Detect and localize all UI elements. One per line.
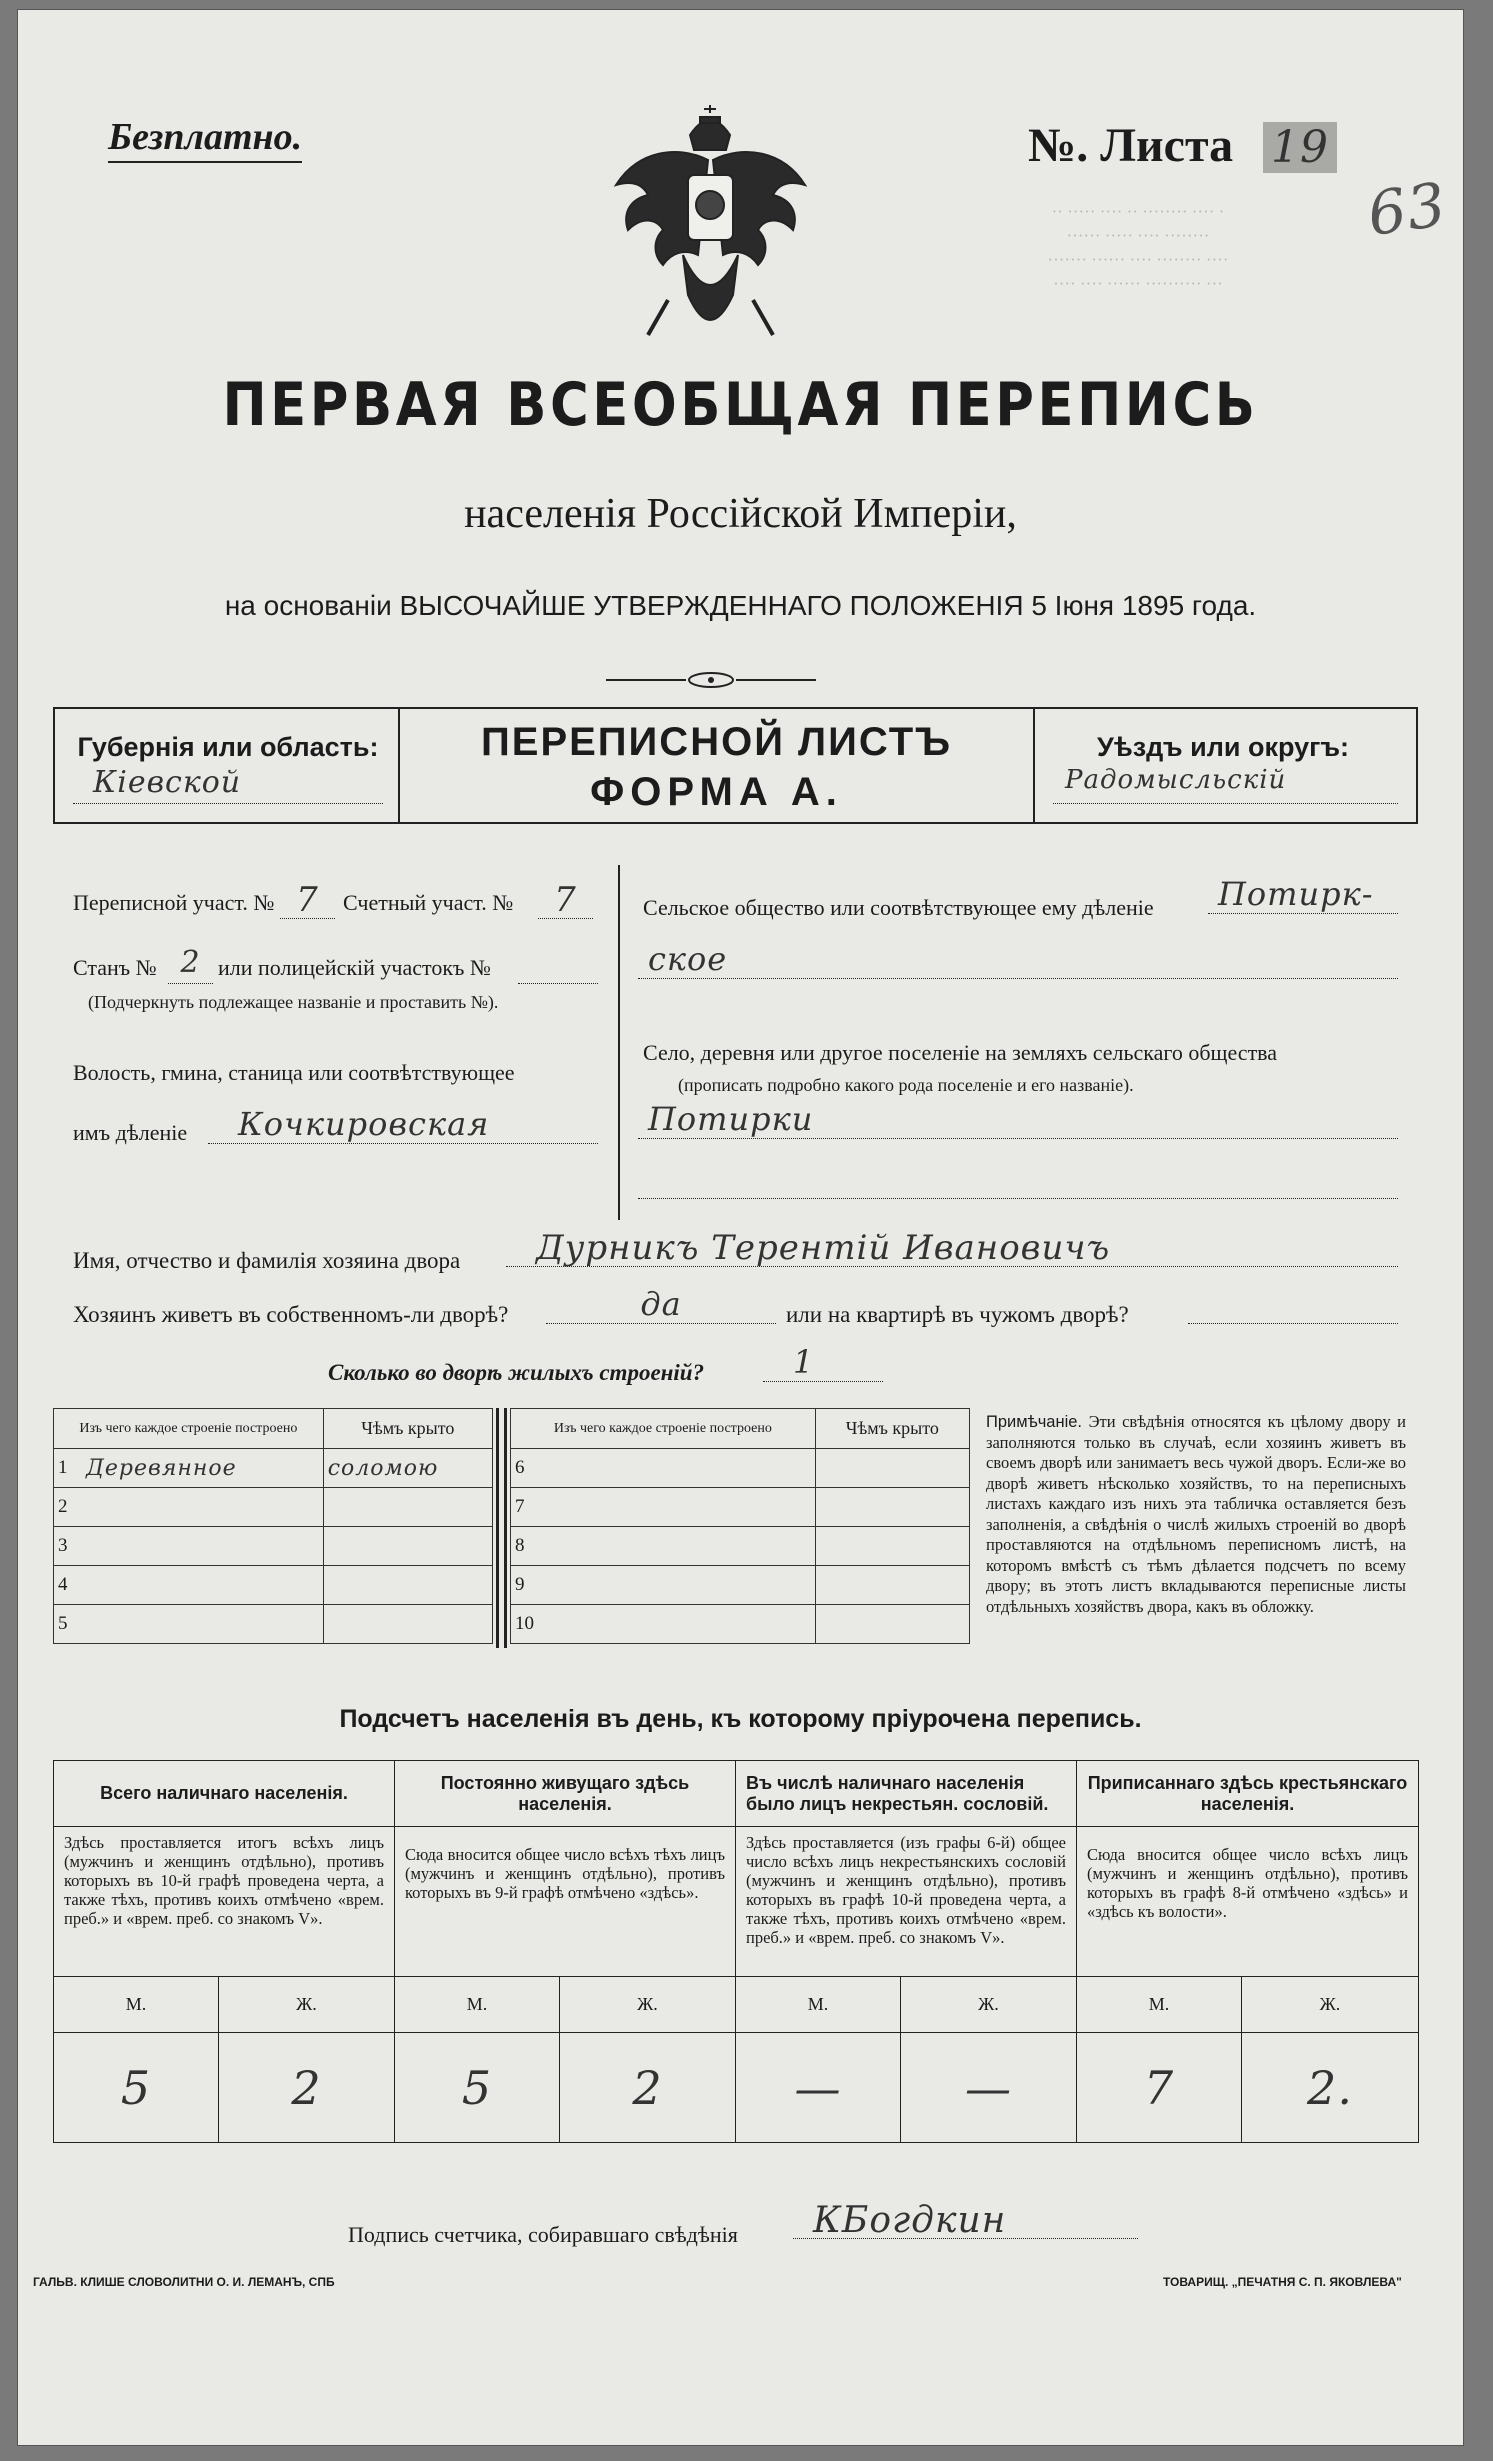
table-row bbox=[511, 1488, 970, 1527]
sheet-number-value: 19 bbox=[1263, 122, 1337, 173]
table-row bbox=[54, 1488, 493, 1527]
row-material bbox=[82, 1527, 323, 1566]
owner-name-value: Дурникъ Терентій Ивановичъ bbox=[536, 1228, 1111, 1268]
society-value: Потирк- bbox=[1218, 875, 1374, 913]
stan-field bbox=[168, 945, 213, 984]
row-roof bbox=[323, 1566, 492, 1605]
census-section-label: Переписной участ. № bbox=[73, 890, 275, 915]
row-material bbox=[547, 1566, 815, 1605]
village-label: Село, деревня или другое поселеніе на земляхъ сельскаго общества bbox=[643, 1040, 1278, 1065]
count-value-f: 2 bbox=[560, 2033, 736, 2143]
row-material: Деревянное bbox=[82, 1449, 323, 1488]
count-value-m: 7 bbox=[1077, 2033, 1242, 2143]
m-label: М. bbox=[736, 1977, 901, 2033]
m-label: М. bbox=[395, 1977, 560, 2033]
owner-name-field bbox=[506, 1228, 1398, 1267]
row-num: 7 bbox=[511, 1488, 548, 1527]
free-label: Безплатно. bbox=[108, 115, 302, 163]
village-field bbox=[638, 1100, 1398, 1139]
count-col-desc: Здѣсь проставляется (изъ графы 6-й) общее число всѣхъ лицъ некрестьянскихъ сословій (мужчинъ и женщинъ отдѣльно), противъ которыхъ въ графѣ 10-й проведена черта, а также тѣхъ, противъ коихъ отмѣчено «врем. преб.» и «врем. преб. со знакомъ V». bbox=[736, 1827, 1077, 1977]
row-material bbox=[547, 1527, 815, 1566]
col-roof-header-right: Чѣмъ крыто bbox=[815, 1409, 969, 1449]
row-material bbox=[547, 1605, 815, 1644]
table-row bbox=[511, 1449, 970, 1488]
buildings-value: 1 bbox=[793, 1343, 815, 1381]
table-row bbox=[54, 1449, 493, 1488]
buildings-label: Сколько во дворѣ жилыхъ строеній? bbox=[328, 1360, 705, 1385]
row-num: 1 bbox=[54, 1449, 83, 1488]
volost-field bbox=[208, 1105, 598, 1144]
census-section-value: 7 bbox=[296, 880, 319, 920]
row-num: 6 bbox=[511, 1449, 548, 1488]
rented-label: или на квартирѣ въ чужомъ дворѣ? bbox=[786, 1302, 1129, 1327]
count-col-desc: Здѣсь проставляется итогъ всѣхъ лицъ (мужчинъ и женщинъ отдѣльно), противъ которыхъ въ 10-й графѣ проведена черта, а также тѣхъ, противъ коихъ отмѣчено «врем. преб.» и «врем. преб. со знакомъ V». bbox=[54, 1827, 395, 1977]
row-roof bbox=[815, 1566, 969, 1605]
village-note: (прописать подробно какого рода поселеніе и его названіе). bbox=[678, 1075, 1134, 1095]
row-material bbox=[547, 1488, 815, 1527]
count-col-header: Постоянно живущаго здѣсь населенія. bbox=[395, 1761, 736, 1827]
row-roof: соломою bbox=[323, 1449, 492, 1488]
count-section-field bbox=[538, 880, 593, 919]
col-material-header-right: Изъ чего каждое строеніе построено bbox=[511, 1409, 816, 1449]
police-label: или полицейскій участокъ № bbox=[218, 955, 491, 980]
guberniya-value: Кіевской bbox=[93, 765, 242, 800]
count-col-header: Приписаннаго здѣсь крестьянскаго населенія. bbox=[1077, 1761, 1419, 1827]
row-num: 4 bbox=[54, 1566, 83, 1605]
f-label: Ж. bbox=[901, 1977, 1077, 2033]
count-col-header: Всего наличнаго населенія. bbox=[54, 1761, 395, 1827]
population-count-table bbox=[53, 1760, 1419, 1977]
uezd-value: Радомысльскій bbox=[1065, 765, 1287, 795]
table-row bbox=[511, 1527, 970, 1566]
census-section-field bbox=[280, 880, 335, 919]
count-col-desc: Сюда вносится общее число всѣхъ лицъ (мужчинъ и женщинъ отдѣльно), противъ которыхъ въ графѣ 8-й отмѣчено «здѣсь» и «здѣсь къ волости». bbox=[1077, 1827, 1419, 1977]
bleed-through-text: ·· ····· ···· ·· ········ ···· · ······ ····· ···· ········ ······· ······ ···· ········ ···· ···· ···· ······ ·········· ··· bbox=[1047, 202, 1229, 293]
count-value-m: 5 bbox=[54, 2033, 219, 2143]
row-num: 2 bbox=[54, 1488, 83, 1527]
row-material bbox=[547, 1449, 815, 1488]
row-roof bbox=[815, 1488, 969, 1527]
village-value: Потирки bbox=[648, 1100, 814, 1138]
signature-label: Подпись счетчика, собиравшаго свѣдѣнія bbox=[348, 2222, 738, 2247]
society-label: Сельское общество или соотвѣтствующее ему дѣленіе bbox=[643, 895, 1154, 920]
left-imprint: ГАЛЬВ. КЛИШЕ СЛОВОЛИТНИ О. И. ЛЕМАНЪ, СПБ bbox=[33, 2275, 335, 2289]
table-row bbox=[511, 1605, 970, 1644]
count-value-f: — bbox=[901, 2033, 1077, 2143]
coat-of-arms-emblem bbox=[608, 105, 813, 350]
row-roof bbox=[815, 1527, 969, 1566]
volost-label2: имъ дѣленіе bbox=[73, 1120, 188, 1145]
buildings-field bbox=[763, 1343, 883, 1382]
table-row bbox=[54, 1527, 493, 1566]
row-num: 9 bbox=[511, 1566, 548, 1605]
count-col-desc: Сюда вносится общее число всѣхъ тѣхъ лицъ (мужчинъ и женщинъ отдѣльно), противъ которыхъ въ 9-й графѣ отмѣчено «здѣсь». bbox=[395, 1827, 736, 1977]
stan-label: Станъ № bbox=[73, 955, 157, 980]
own-yard-field bbox=[546, 1285, 776, 1324]
row-material bbox=[82, 1566, 323, 1605]
count-value-m: — bbox=[736, 2033, 901, 2143]
form-name: ФОРМА А. bbox=[590, 770, 843, 814]
row-material bbox=[82, 1605, 323, 1644]
table-row bbox=[54, 1605, 493, 1644]
signature-field bbox=[793, 2200, 1138, 2239]
population-count-title: Подсчетъ населенія въ день, къ которому пріурочена перепись. bbox=[339, 1705, 1142, 1733]
document-subtitle: населенія Россійской Имперіи, bbox=[464, 491, 1017, 537]
row-num: 10 bbox=[511, 1605, 548, 1644]
rented-field bbox=[1188, 1285, 1398, 1324]
m-label: М. bbox=[54, 1977, 219, 2033]
stan-value: 2 bbox=[180, 945, 201, 980]
table-row bbox=[54, 1566, 493, 1605]
f-label: Ж. bbox=[1242, 1977, 1419, 2033]
form-title: ПЕРЕПИСНОЙ ЛИСТЪ bbox=[481, 720, 952, 764]
archive-number: 63 bbox=[1363, 169, 1451, 251]
count-section-value: 7 bbox=[554, 880, 577, 920]
society-field-line2 bbox=[638, 940, 1398, 979]
col-material-header: Изъ чего каждое строеніе построено bbox=[54, 1409, 324, 1449]
buildings-table-left bbox=[53, 1408, 493, 1644]
guberniya-field bbox=[73, 765, 383, 804]
row-roof bbox=[323, 1488, 492, 1527]
count-value-f: 2. bbox=[1242, 2033, 1419, 2143]
row-num: 5 bbox=[54, 1605, 83, 1644]
table-row bbox=[511, 1566, 970, 1605]
count-value-m: 5 bbox=[395, 2033, 560, 2143]
society-field bbox=[1208, 875, 1398, 914]
f-label: Ж. bbox=[560, 1977, 736, 2033]
own-yard-value: да bbox=[640, 1285, 682, 1323]
volost-value: Кочкировская bbox=[238, 1105, 490, 1143]
underline-note: (Подчеркнуть подлежащее названіе и проставить №). bbox=[88, 992, 499, 1012]
count-col-header: Въ числѣ наличнаго населенія было лицъ некрестьян. сословій. bbox=[736, 1761, 1077, 1827]
owner-name-label: Имя, отчество и фамилія хозяина двора bbox=[73, 1248, 461, 1273]
col-roof-header: Чѣмъ крыто bbox=[323, 1409, 492, 1449]
basis-line: на основаніи ВЫСОЧАЙШЕ УТВЕРЖДЕННАГО ПОЛОЖЕНІЯ 5 Іюня 1895 года. bbox=[224, 590, 1257, 621]
row-material bbox=[82, 1488, 323, 1527]
f-label: Ж. bbox=[219, 1977, 395, 2033]
row-roof bbox=[323, 1605, 492, 1644]
document-title: ПЕРВАЯ ВСЕОБЩАЯ ПЕРЕПИСЬ bbox=[222, 370, 1259, 440]
right-imprint: ТОВАРИЩ. „ПЕЧАТНЯ С. П. ЯКОВЛЕВА" bbox=[1163, 2275, 1402, 2289]
row-num: 8 bbox=[511, 1527, 548, 1566]
uezd-label: Уѣздъ или округъ: bbox=[1096, 732, 1350, 762]
sheet-number-label: №. Листа bbox=[1028, 119, 1234, 172]
society-value2: ское bbox=[648, 940, 728, 978]
census-sheet bbox=[18, 10, 1463, 2445]
volost-label: Волость, гмина, станица или соотвѣтствующее bbox=[73, 1060, 515, 1085]
count-value-f: 2 bbox=[219, 2033, 395, 2143]
buildings-note bbox=[986, 1412, 1406, 1617]
row-roof bbox=[815, 1449, 969, 1488]
ornament-divider bbox=[606, 670, 816, 690]
police-field bbox=[518, 945, 598, 984]
note-title: Примѣчаніе. bbox=[986, 1413, 1083, 1431]
population-values-table bbox=[53, 1976, 1419, 2143]
village-field-line2 bbox=[638, 1160, 1398, 1199]
uezd-field bbox=[1053, 765, 1398, 804]
row-num: 3 bbox=[54, 1527, 83, 1566]
count-section-label: Счетный участ. № bbox=[343, 890, 514, 915]
row-roof bbox=[323, 1527, 492, 1566]
buildings-table-right bbox=[510, 1408, 970, 1644]
m-label: М. bbox=[1077, 1977, 1242, 2033]
note-text: Эти свѣдѣнія относятся къ цѣлому двору и заполняются только въ случаѣ, если хозяинъ живетъ въ своемъ дворѣ или занимаетъ весь чужой дворъ. Если-же во дворѣ живетъ нѣсколько хозяйствъ, то на переписныхъ листахъ каждаго изъ нихъ эта табличка оставляется безъ заполненія, а свѣдѣнія о числѣ жилыхъ строеній во дворѣ проставляются на отдѣльномъ переписномъ листѣ, на которомъ вмѣстѣ съ тѣмъ дѣлается подсчетъ по всему двору; въ этотъ листъ вкладываются переписные листы отдѣльныхъ хозяйствъ двора, какъ въ обложку. bbox=[986, 1412, 1406, 1616]
signature-value: КБогдкин bbox=[813, 2200, 1007, 2241]
own-yard-label: Хозяинъ живетъ въ собственномъ-ли дворѣ? bbox=[73, 1302, 509, 1327]
guberniya-label: Губернія или область: bbox=[77, 732, 379, 762]
row-roof bbox=[815, 1605, 969, 1644]
